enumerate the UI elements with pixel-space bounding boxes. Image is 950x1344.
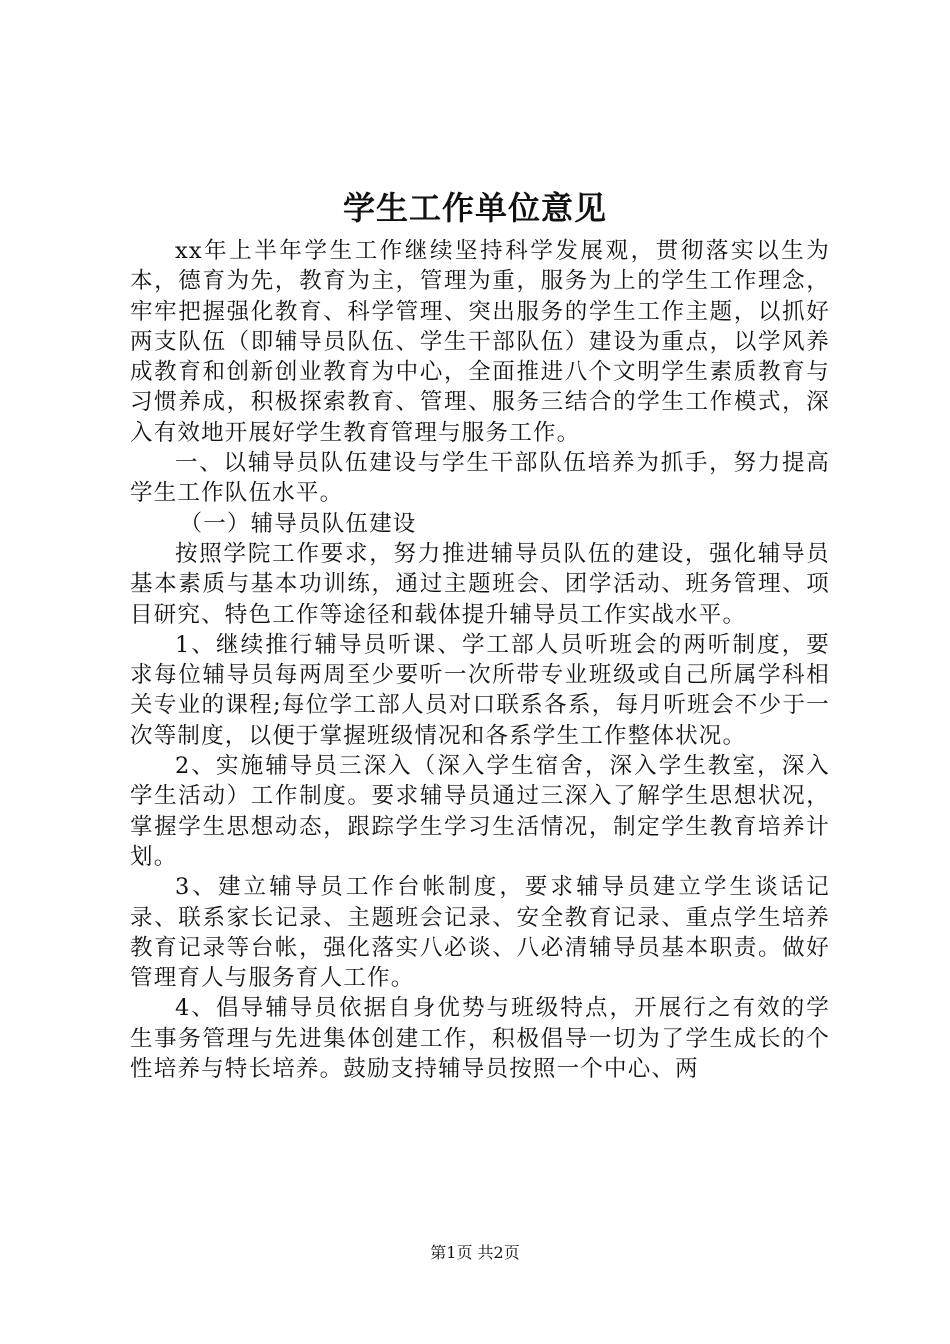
document-title: 学生工作单位意见 (342, 189, 607, 227)
list-item-2: 2、实施辅导员三深入（深入学生宿舍，深入学生教室，深入学生活动）工作制度。要求辅导员通过三深入了解学生思想状况，掌握学生思想动态，跟踪学生学习生活情况，制定学生教育培养计划。 (130, 753, 830, 870)
paragraph-intro: xx年上半年学生工作继续坚持科学发展观，贯彻落实以生为本，德育为先，教育为主，管理为重，服务为上的学生工作理念，牢牢把握强化教育、科学管理、突出服务的学生工作主题，以抓好两支队伍（即辅导员队伍、学生干部队伍）建设为重点，以学风养成教育和创新创业教育为中心，全面推进八个文明学生素质教育与习惯养成，积极探索教育、管理、服务三结合的学生工作模式，深入有效地开展好学生教育管理与服务工作。 (130, 238, 830, 446)
section-heading-1: 一、以辅导员队伍建设与学生干部队伍培养为抓手，努力提高学生工作队伍水平。 (130, 450, 830, 507)
document-body (130, 236, 830, 1084)
subsection-heading-1: （一）辅导员队伍建设 (179, 510, 417, 537)
page-footer: 第1页 共2页 (430, 1243, 520, 1262)
list-item-1: 1、继续推行辅导员听课、学工部人员听班会的两听制度，要求每位辅导员每两周至少要听一次所带专业班级或自己所属学科相关专业的课程;每位学工部人员对口联系各系，每月听班会不少于一次等制度，以便于掌握班级情况和各系学生工作整体状况。 (130, 631, 830, 749)
list-item-3: 3、建立辅导员工作台帐制度，要求辅导员建立学生谈话记录、联系家长记录、主题班会记录、安全教育记录、重点学生培养教育记录等台帐，强化落实八必谈、八必清辅导员基本职责。做好管理育人与服务育人工作。 (130, 874, 830, 992)
paragraph-counselor-requirements: 按照学院工作要求，努力推进辅导员队伍的建设，强化辅导员基本素质与基本功训练，通过主题班会、团学活动、班务管理、项目研究、特色工作等途径和载体提升辅导员工作实战水平。 (130, 540, 830, 628)
list-item-4: 4、倡导辅导员依据自身优势与班级特点，开展行之有效的学生事务管理与先进集体创建工作，积极倡导一切为了学生成长的个性培养与特长培养。鼓励支持辅导员按照一个中心、两 (130, 995, 830, 1083)
